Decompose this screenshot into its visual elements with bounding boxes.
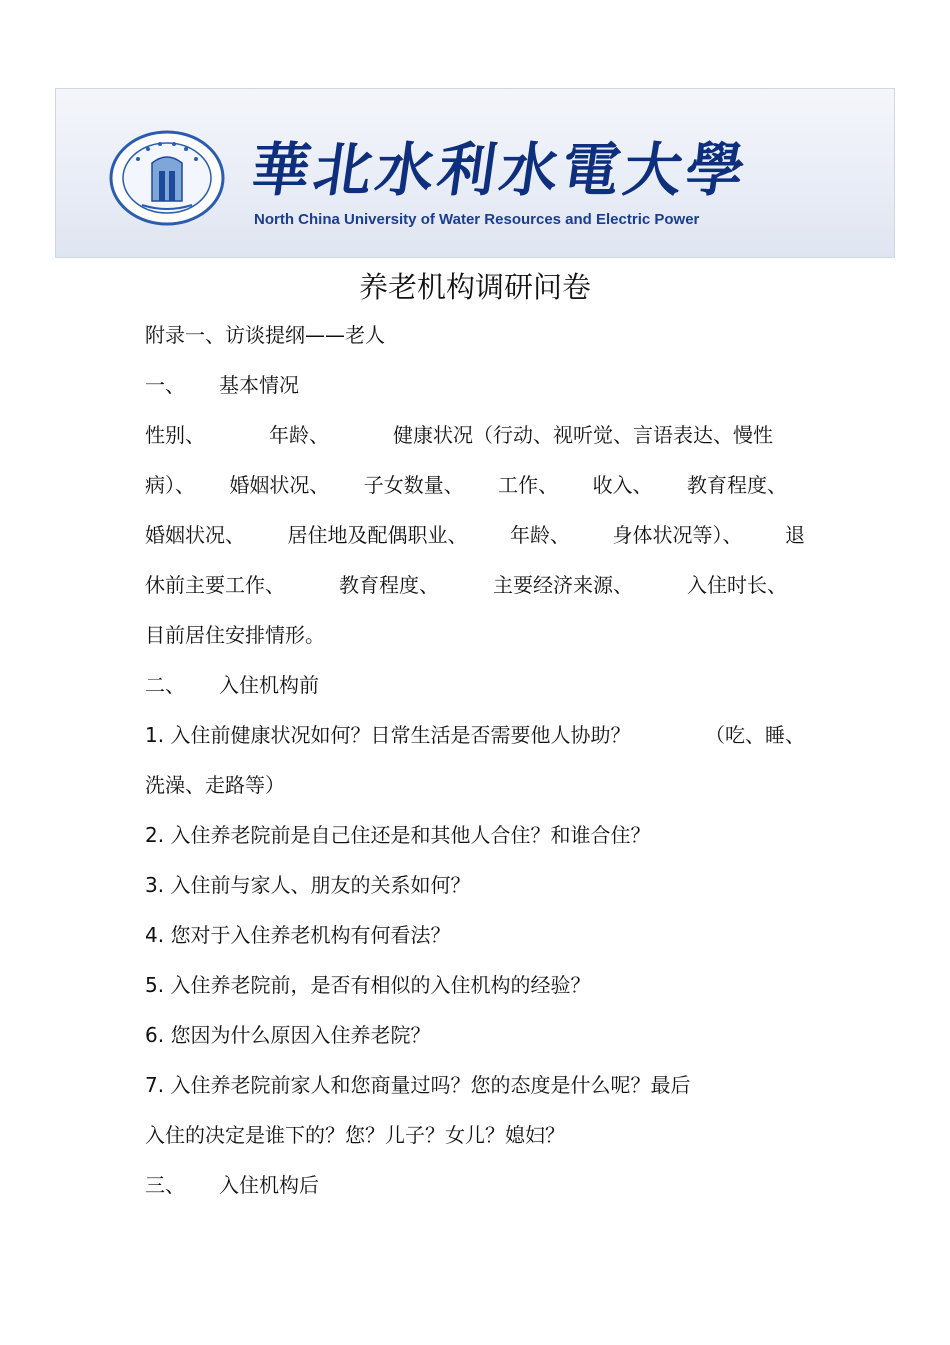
section-1-heading [145,372,299,398]
info-item: 休前主要工作、 [145,573,285,597]
section-title: 基本情况 [219,373,299,397]
info-item: 病）、 [145,473,195,497]
question-3: 3. 入住前与家人、朋友的关系如何？ [145,873,471,897]
info-item: 居住地及配偶职业、 [287,523,468,547]
info-line-4 [145,572,787,598]
info-item: 主要经济来源、 [493,573,633,597]
university-seal-logo [108,129,226,227]
section-title: 入住机构前 [219,673,319,697]
question-7: 7. 入住养老院前家人和您商量过吗？您的态度是什么呢？最后 [145,1073,691,1097]
info-line-1 [145,422,773,448]
section-3-heading [145,1172,319,1198]
question-2: 2. 入住养老院前是自己住还是和其他人合住？和谁合住？ [145,823,651,847]
info-item: 教育程度、 [686,473,787,497]
university-name-english: North China University of Water Resources and Electric Power [254,211,700,228]
university-banner [55,88,895,258]
info-item: 健康状况（行动、视听觉、言语表达、慢性 [393,423,773,447]
info-item: 身体状况等）、 [612,523,743,547]
info-item: 教育程度、 [339,573,439,597]
info-item: 年龄、 [510,523,570,547]
info-item: 子女数量、 [363,473,464,497]
info-item: 婚姻状况、 [229,473,330,497]
info-line-3 [145,522,805,548]
section-2-heading [145,672,319,698]
info-item: 入住时长、 [687,573,787,597]
section-number: 二、 [145,673,185,697]
question-7-continued: 入住的决定是谁下的？您？儿子？女儿？媳妇？ [145,1123,565,1147]
info-item: 退 [785,523,805,547]
appendix-heading: 附录一、访谈提纲——老人 [145,323,385,347]
info-item: 收入、 [592,473,653,497]
section-title: 入住机构后 [219,1173,319,1197]
question-6: 6. 您因为什么原因入住养老院？ [145,1023,431,1047]
info-line-2 [145,472,787,498]
university-name-chinese: 華北水利水電大學 [247,136,753,204]
question-1 [145,722,805,748]
document-title: 养老机构调研问卷 [358,270,591,304]
section-number: 三、 [145,1173,185,1197]
info-item: 婚姻状况、 [145,523,245,547]
question-5: 5. 入住养老院前，是否有相似的入住机构的经验？ [145,973,591,997]
question-4: 4. 您对于入住养老机构有何看法？ [145,923,451,947]
question-1-continued: 洗澡、走路等） [145,773,285,797]
info-item: 年龄、 [269,423,329,447]
question-text-tail: （吃、睡、 [705,723,805,747]
question-text: 1. 入住前健康状况如何？日常生活是否需要他人协助？ [145,723,631,747]
section-number: 一、 [145,373,185,397]
info-item: 性别、 [145,423,205,447]
info-line-5: 目前居住安排情形。 [145,623,325,647]
info-item: 工作、 [498,473,559,497]
